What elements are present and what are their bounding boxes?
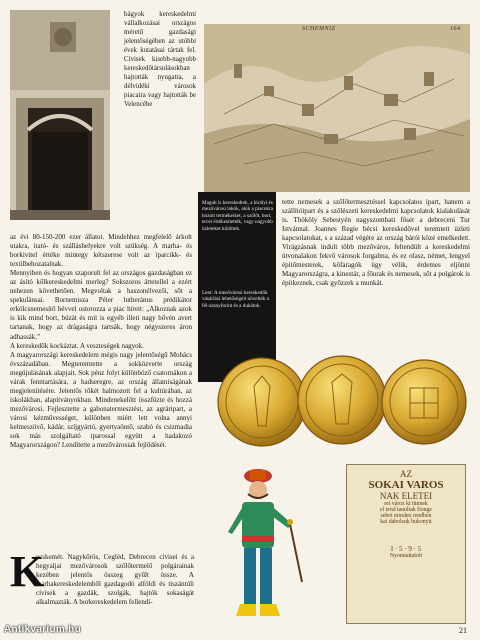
dropcap-paragraph: ecskemét. Nagykőrös, Cegléd, Debrecen cívisei és a hegyaljai mezővárosok szőlőtermelő polgárainak kezében jelentős összeg gyűlt össze. A marhakereskedelemből gazdagodó alföldi és tiszántúli cívisek a gazdák, szolgák, hajtók sokaságát alkalmazták. A borkereskedelem fellendí- <box>36 553 194 607</box>
hungarian-figure-illustration <box>216 462 316 632</box>
book-line-1: AZ <box>400 469 412 479</box>
watermark: Antikvarium.hu <box>4 624 81 635</box>
gold-coins-image <box>214 346 470 450</box>
page-number: 21 <box>459 626 467 635</box>
caption-top: Maguk is kereskedtek, a királyi és mezővárosi lakók, akik a piacokra hozott termékeiket, a szőlőt, bort, ercet értékesítették, vagy nagyobb üzleteket kötöttek. <box>202 200 274 232</box>
dropcap-letter: K <box>10 547 45 596</box>
map-page-mark: 164 <box>450 26 461 32</box>
book-line-8: I · 5 · 9 · 5 <box>390 545 422 553</box>
book-line-4: ret vároz ki tünnek <box>384 501 428 507</box>
caption-bottom: Lent: A mezővárosi kereskedők vásárlási lehetőségeit növelték a fél-aranyforint és a dukátok. <box>202 290 269 309</box>
intro-text-column: bágyok kereskedelmi vállalkozásai országos méretű gazdasági jelentőségében az utóbbi évek kutatásai tártak fel. Cívisek kisebb-nagyobb kereskedőtársulásokban hajtották nyugatra, a délvidéki városok piacaira vagy hajtották be Velencébe <box>124 11 196 109</box>
book-line-6: sebet minden rendben <box>380 513 432 519</box>
map-title: SCHEMNIZ <box>302 26 336 32</box>
gothic-doorway-photo <box>10 10 110 220</box>
book-line-2: SOKAI VAROS <box>368 479 444 491</box>
book-line-3: NAK ELETEI <box>379 491 433 501</box>
right-text-column: tette nemesek a szőlőtermesztéssel kapcsolatos ipart, hanem a szállítóipart és a szőlészeti kereskedelmi kapcsolatok kialakulását is. Thököly Sebestyén nagyszombati fősér a debreceni Tur Istvánnal. Joannes Regie bécsi kereskedővel teremtett üzleti kapcsolatokat, s a század végére az ország bárói közé emelkedett. Virágzásnak indult több mezőváros, feltendült a kereskedelmi útvonalakon fekvő városok forgalma, és ez olasz, német, lengyel építőmesterek, kőfaragók ügy vélik, érdemes eljönni Magyarországra, a kinestár, a főurak és nemesek, sőt a polgárok is építkeznek, csak győzzek a munkát. <box>282 198 470 288</box>
old-book-title-page <box>346 464 466 624</box>
book-line-5: el tend tanultak fionge <box>380 507 432 513</box>
book-line-7: kai dabolsuk bukonyit <box>380 519 432 525</box>
historic-city-map <box>204 24 470 192</box>
book-line-9: Nyomtattatott <box>389 553 423 559</box>
main-text-left: az évi 80-150-200 ezer állatot. Mindehhez megfelelő árkolt utakra, itató- és szálláshelyekre volt szükség. A marha- és borkivitel értéke mintegy kétszerese volt az iparcikk- és textilbehozatalnak. Mennyiben és hogyan szaporult fel az országos gazdaságban ez az ásító kőlkereskedelmi merleg? Sokszoros áttetellel a ezért nehezen követhetően. Megvoltak a haszonélvezői, sőt a spekulánsai. Bornemisza Péter lutheránus prédikátor erkölcsnemesítő hévvel ostorozza a piac híreit: „Alkoznak azok is kik mind bort, búzát és mit is egyéb illeti nagy bővén avert tartanak, hogy az drágaságra tartsák, hogy négyszeres áron adhassák.” A kereskedők kockáztat. A veszteségek nagyok. A magyarországi kereskedelem mégis nagy jelentőségű Mohács évszázadában. Megteremtette a sokközverte ország megújulásának alapjait. Sok pénz folyt különböző csatornákon a várak fenntartására, a hadseregre, az ország államiságának megjelenítésére. Jelentős tőkét halmozott fel a kultúrában, az iskolákban, alapítványokban. Mindenekelőtt összfüzte és hozzá mezővárosi. Fejlesztette a gabonatermesztést, az agráripart, a városi kézművességet, különben miért lett volna annyi kelmeszövő, kádár, szíjgyártó, gyertyaöntő, szabó és csizmadia sok más szolgáltató iparossal együtt a hadakozó Magyarországon? Lendítette a mezővárosiak fejlődését. <box>10 233 192 450</box>
